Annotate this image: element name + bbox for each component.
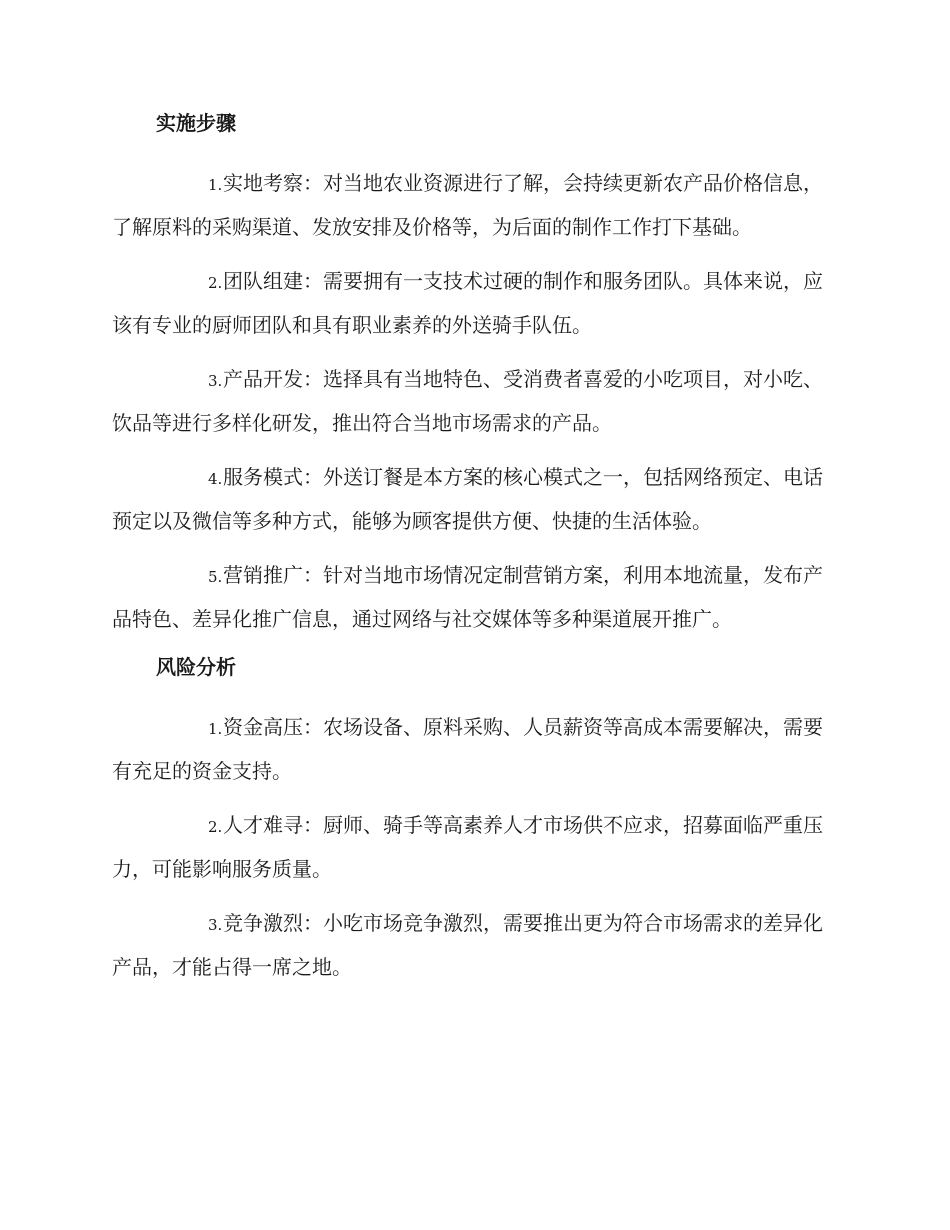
item-text: 产品开发：选择具有当地特色、受消费者喜爱的小吃项目，对小吃、饮品等进行多样化研发，推出符合当地市场需求的产品。	[112, 367, 823, 435]
section-implementation-steps	[112, 108, 837, 640]
item-number: 3.	[208, 372, 223, 390]
item-text: 资金高压：农场设备、原料采购、人员薪资等高成本需要解决，需要有充足的资金支持。	[112, 715, 823, 783]
list-item	[112, 260, 837, 346]
item-text: 人才难寻：厨师、骑手等高素养人才市场供不应求，招募面临严重压力，可能影响服务质量。	[112, 813, 823, 881]
list-item	[112, 456, 837, 542]
item-number: 1.	[208, 176, 223, 194]
list-item	[112, 358, 837, 444]
item-number: 2.	[208, 274, 223, 292]
list-item	[112, 706, 837, 792]
list-item	[112, 902, 837, 988]
item-text: 团队组建：需要拥有一支技术过硬的制作和服务团队。具体来说，应该有专业的厨师团队和具有职业素养的外送骑手队伍。	[112, 269, 823, 337]
item-text: 营销推广：针对当地市场情况定制营销方案，利用本地流量，发布产品特色、差异化推广信息，通过网络与社交媒体等多种渠道展开推广。	[112, 563, 823, 631]
section-risk-analysis	[112, 652, 837, 988]
document-page	[112, 108, 837, 1000]
list-item	[112, 804, 837, 890]
section-heading: 实施步骤	[156, 111, 236, 135]
item-number: 5.	[208, 568, 223, 586]
item-number: 2.	[208, 818, 223, 836]
section-heading: 风险分析	[156, 655, 236, 679]
item-text: 实地考察：对当地农业资源进行了解，会持续更新农产品价格信息，了解原料的采购渠道、发放安排及价格等，为后面的制作工作打下基础。	[112, 171, 823, 239]
item-text: 服务模式：外送订餐是本方案的核心模式之一，包括网络预定、电话预定以及微信等多种方式，能够为顾客提供方便、快捷的生活体验。	[112, 465, 823, 533]
list-item	[112, 162, 837, 248]
item-number: 4.	[208, 470, 223, 488]
item-number: 3.	[208, 916, 223, 934]
list-item	[112, 554, 837, 640]
item-text: 竞争激烈：小吃市场竞争激烈，需要推出更为符合市场需求的差异化产品，才能占得一席之地。	[112, 911, 823, 979]
item-number: 1.	[208, 720, 223, 738]
